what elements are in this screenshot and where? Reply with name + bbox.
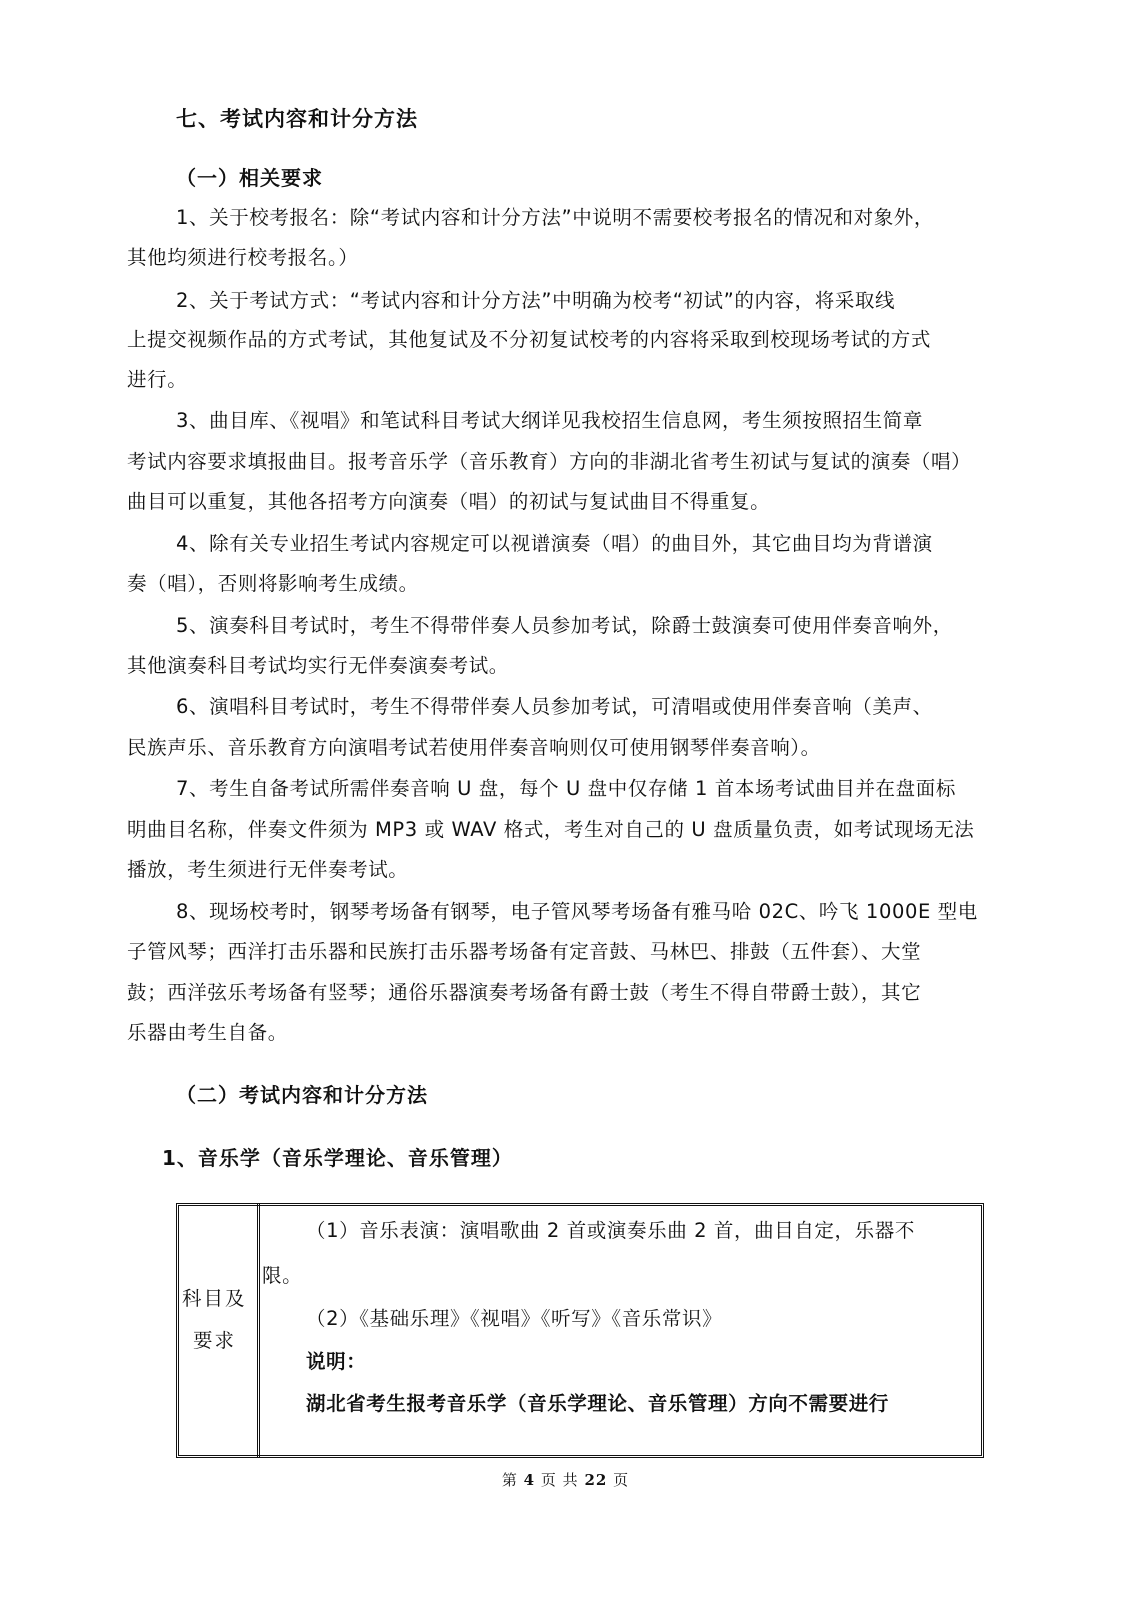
subsection-title-musicology: 1、音乐学（音乐学理论、音乐管理） [162,1146,513,1170]
paragraph-line: 民族声乐、音乐教育方向演唱考试若使用伴奏音响则仅可使用钢琴伴奏音响）。 [127,736,821,759]
page-footer [0,1469,1131,1490]
footer-page-number: 4 [523,1471,536,1489]
paragraph-line: 其他均须进行校考报名。） [127,246,359,269]
table-content-line: （1）音乐表演：演唱歌曲 2 首或演奏乐曲 2 首，曲目自定，乐器不 [306,1219,915,1242]
table-label-line: 要求 [193,1329,237,1352]
paragraph-line: 明曲目名称，伴奏文件须为 MP3 或 WAV 格式，考生对自己的 U 盘质量负责，如考试现场无法 [127,818,975,841]
table-content-line: 限。 [262,1264,303,1287]
paragraph-line: 曲目可以重复，其他各招考方向演奏（唱）的初试与复试曲目不得重复。 [127,490,771,513]
paragraph-line: 子管风琴；西洋打击乐器和民族打击乐器考场备有定音鼓、马林巴、排鼓（五件套）、大堂 [127,940,922,963]
paragraph-line: 7、考生自备考试所需伴奏音响 U 盘，每个 U 盘中仅存储 1 首本场考试曲目并在盘面标 [176,777,956,800]
paragraph-line: 进行。 [127,368,188,391]
paragraph-line: 其他演奏科目考试均实行无伴奏演奏考试。 [127,654,509,677]
paragraph-line: 鼓；西洋弦乐考场备有竖琴；通俗乐器演奏考场备有爵士鼓（考生不得自带爵士鼓），其它 [127,981,922,1004]
table-note-line: 湖北省考生报考音乐学（音乐学理论、音乐管理）方向不需要进行 [306,1392,889,1415]
footer-mid: 页 共 [540,1471,579,1489]
table-label-line: 科目及 [182,1287,247,1310]
section-title-content: （二）考试内容和计分方法 [176,1083,428,1107]
table-content-line: （2）《基础乐理》《视唱》《听写》《音乐常识》 [306,1307,723,1330]
footer-suffix: 页 [613,1471,630,1489]
paragraph-line: 上提交视频作品的方式考试，其他复试及不分初复试校考的内容将采取到校现场考试的方式 [127,328,932,351]
paragraph-line: 播放，考生须进行无伴奏考试。 [127,858,409,881]
paragraph-line: 乐器由考生自备。 [127,1021,288,1044]
paragraph-line: 5、演奏科目考试时，考生不得带伴奏人员参加考试，除爵士鼓演奏可使用伴奏音响外， [176,614,953,637]
table-note-label: 说明： [306,1350,367,1373]
footer-prefix: 第 [501,1471,518,1489]
main-heading: 七、考试内容和计分方法 [176,107,418,131]
paragraph-line: 4、除有关专业招生考试内容规定可以视谱演奏（唱）的曲目外，其它曲目均为背谱演 [176,532,933,555]
table-column-divider [257,1203,260,1458]
paragraph-line: 奏（唱），否则将影响考生成绩。 [127,572,419,595]
paragraph-line: 考试内容要求填报曲目。报考音乐学（音乐教育）方向的非湖北省考生初试与复试的演奏（唱） [127,450,972,473]
paragraph-line: 8、现场校考时，钢琴考场备有钢琴，电子管风琴考场备有雅马哈 02C、吟飞 1000E 型电 [176,900,978,923]
section-title-requirements: （一）相关要求 [176,166,323,190]
footer-total-pages: 22 [584,1471,608,1489]
paragraph-line: 1、关于校考报名：除“考试内容和计分方法”中说明不需要校考报名的情况和对象外， [176,206,935,229]
paragraph-line: 6、演唱科目考试时，考生不得带伴奏人员参加考试，可清唱或使用伴奏音响（美声、 [176,695,933,718]
paragraph-line: 2、关于考试方式：“考试内容和计分方法”中明确为校考“初试”的内容，将采取线 [176,289,896,312]
paragraph-line: 3、曲目库、《视唱》和笔试科目考试大纲详见我校招生信息网，考生须按照招生简章 [176,409,923,432]
